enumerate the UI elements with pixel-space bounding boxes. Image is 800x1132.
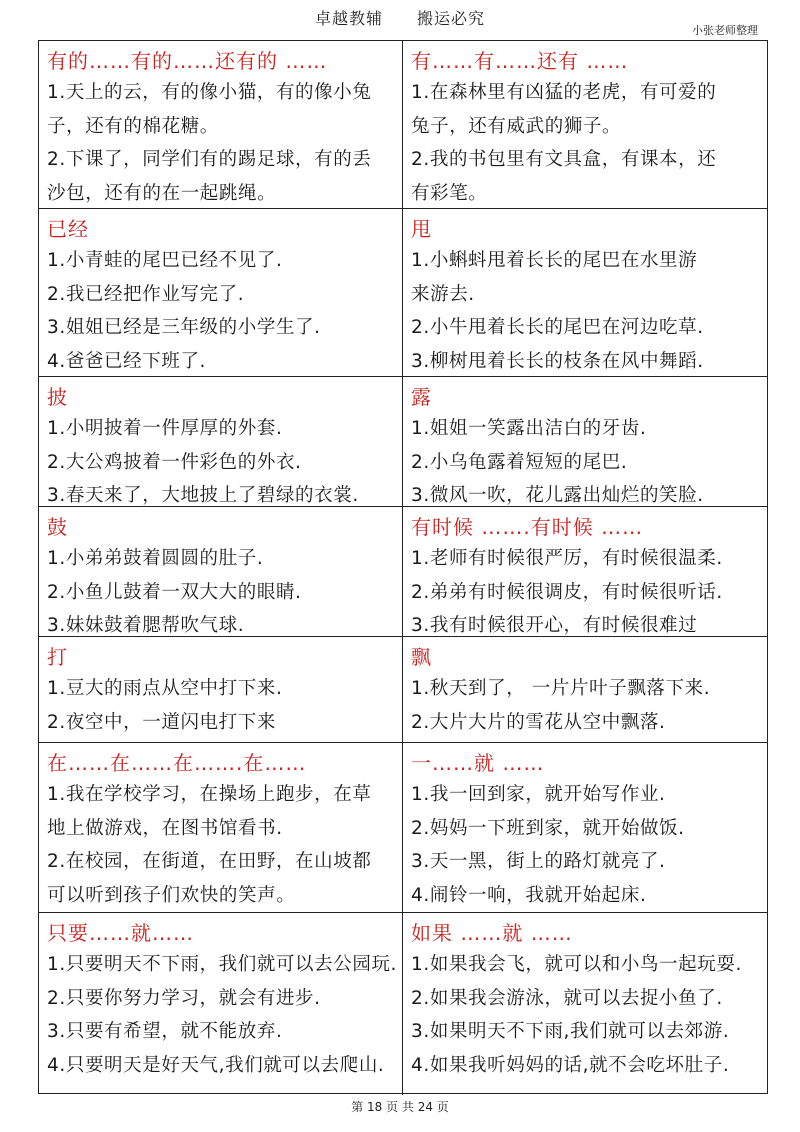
example-sentence-line: 4.爸爸已经下班了. (47, 350, 207, 372)
header-slogan: 搬运必究 (417, 9, 486, 28)
example-sentence-line: 2.妈妈一下班到家，就开始做饭. (411, 817, 685, 839)
word-cell-title: 在……在……在…….在…… (47, 751, 307, 775)
word-cell (403, 507, 767, 637)
example-sentence-line: 3.春天来了，大地披上了碧绿的衣裳. (47, 485, 359, 506)
example-sentence-line: 有彩笔。 (411, 182, 488, 204)
example-sentence-line: 子，还有的棉花糖。 (47, 115, 219, 137)
example-sentence-line: 2.小乌龟露着短短的尾巴. (411, 451, 628, 473)
example-sentence-line: 2.大公鸡披着一件彩色的外衣. (47, 451, 302, 473)
word-cell-title: 打 (47, 645, 68, 669)
example-sentence-line: 1.小蝌蚪甩着长长的尾巴在水里游 (411, 250, 698, 271)
page-footer: 第 18 页 共 24 页 (351, 1100, 449, 1114)
page-header (0, 6, 800, 29)
word-cell (39, 377, 403, 507)
example-sentence-line: 1.只要明天不下雨，我们就可以去公园玩. (47, 954, 398, 975)
example-sentence-line: 1.天上的云，有的像小猫，有的像小兔 (47, 82, 372, 103)
example-sentence-line: 2.如果我会游泳，就可以去捉小鱼了. (411, 987, 723, 1009)
word-cell (403, 637, 767, 743)
example-sentence-line: 2.弟弟有时候很调皮，有时候很听话. (411, 581, 723, 603)
example-sentence-line: 2.在校园，在街道，在田野，在山坡都 (47, 851, 372, 872)
example-sentence-line: 1.我一回到家，就开始写作业. (411, 784, 666, 805)
example-sentence-line: 2.下课了，同学们有的踢足球，有的丢 (47, 149, 372, 170)
example-sentence-line: 3.只要有希望，就不能放弃. (47, 1021, 283, 1042)
word-cell (39, 507, 403, 637)
word-cell-title: 有的……有的……还有的 …… (47, 49, 328, 73)
word-cell (403, 41, 767, 209)
word-cell-title: 鼓 (47, 515, 68, 539)
word-cell (39, 209, 403, 377)
example-sentence-line: 1.小明披着一件厚厚的外套. (47, 418, 283, 439)
word-cell (39, 913, 403, 1095)
header-note: 小张老师整理 (692, 24, 758, 37)
example-sentence-line: 2.夜空中，一道闪电打下来 (47, 711, 276, 733)
word-cell-title: 如果 ……就 …… (411, 921, 573, 945)
word-cell (403, 377, 767, 507)
example-sentence-line: 地上做游戏，在图书馆看书. (47, 817, 283, 839)
example-sentence-line: 1.在森林里有凶猛的老虎，有可爱的 (411, 82, 717, 103)
example-sentence-line: 4.只要明天是好天气,我们就可以去爬山. (47, 1054, 385, 1076)
word-cell-title: 露 (411, 385, 432, 409)
example-sentence-line: 1.我在学校学习，在操场上跑步，在草 (47, 784, 372, 805)
word-cell (39, 637, 403, 743)
example-sentence-line: 1.小青蛙的尾巴已经不见了. (47, 250, 283, 271)
example-sentence-line: 3.姐姐已经是三年级的小学生了. (47, 317, 321, 338)
word-cell-title: 有时候 …….有时候 …… (411, 515, 644, 539)
word-cell-title: 披 (47, 385, 68, 409)
example-sentence-line: 1.秋天到了， 一片片叶子飘落下来. (411, 678, 711, 699)
word-cell (403, 209, 767, 377)
example-sentence-line: 3.微风一吹，花儿露出灿烂的笑脸. (411, 485, 704, 506)
example-sentence-line: 4.闹铃一响，我就开始起床. (411, 884, 647, 906)
word-cell (403, 913, 767, 1095)
example-sentence-line: 可以听到孩子们欢快的笑声。 (47, 884, 296, 906)
word-cell-title: 飘 (411, 645, 432, 669)
example-sentence-line: 3.我有时候很开心，有时候很难过 (411, 615, 698, 636)
example-sentence-line: 兔子，还有威武的狮子。 (411, 115, 622, 137)
example-sentence-line: 3.柳树甩着长长的枝条在风中舞蹈. (411, 350, 704, 372)
word-cell-title: 只要……就…… (47, 921, 194, 945)
example-sentence-line: 来游去. (411, 283, 475, 305)
example-sentence-line: 2.只要你努力学习，就会有进步. (47, 987, 321, 1009)
example-sentence-line: 3.天一黑，街上的路灯就亮了. (411, 851, 666, 872)
example-sentence-line: 3.如果明天不下雨,我们就可以去郊游. (411, 1021, 730, 1042)
word-cell-title: 一……就 …… (411, 751, 545, 775)
example-sentence-line: 1.姐姐一笑露出洁白的牙齿. (411, 418, 647, 439)
example-sentence-line: 2.大片大片的雪花从空中飘落. (411, 711, 666, 733)
word-cell-title: 已经 (47, 217, 89, 241)
example-sentence-line: 3.妹妹鼓着腮帮吹气球. (47, 615, 245, 636)
word-cell (403, 743, 767, 913)
header-brand: 卓越教辅 (314, 9, 383, 28)
example-sentence-line: 2.我已经把作业写完了. (47, 283, 245, 305)
example-sentence-line: 2.小鱼儿鼓着一双大大的眼睛. (47, 581, 302, 603)
example-sentence-line: 1.老师有时候很严厉，有时候很温柔. (411, 548, 723, 569)
example-sentence-line: 1.小弟弟鼓着圆圆的肚子. (47, 548, 264, 569)
word-cell-title: 有……有……还有 …… (411, 49, 629, 73)
example-sentence-line: 2.我的书包里有文具盒，有课本，还 (411, 149, 717, 170)
word-cell (39, 743, 403, 913)
example-sentence-line: 1.豆大的雨点从空中打下来. (47, 678, 283, 699)
example-sentence-line: 1.如果我会飞，就可以和小鸟一起玩耍. (411, 954, 742, 975)
word-usage-table (38, 40, 768, 1094)
example-sentence-line: 4.如果我听妈妈的话,就不会吃坏肚子. (411, 1054, 730, 1076)
word-cell-title: 甩 (411, 217, 432, 241)
example-sentence-line: 2.小牛甩着长长的尾巴在河边吃草. (411, 317, 704, 338)
word-cell (39, 41, 403, 209)
example-sentence-line: 沙包，还有的在一起跳绳。 (47, 182, 277, 204)
